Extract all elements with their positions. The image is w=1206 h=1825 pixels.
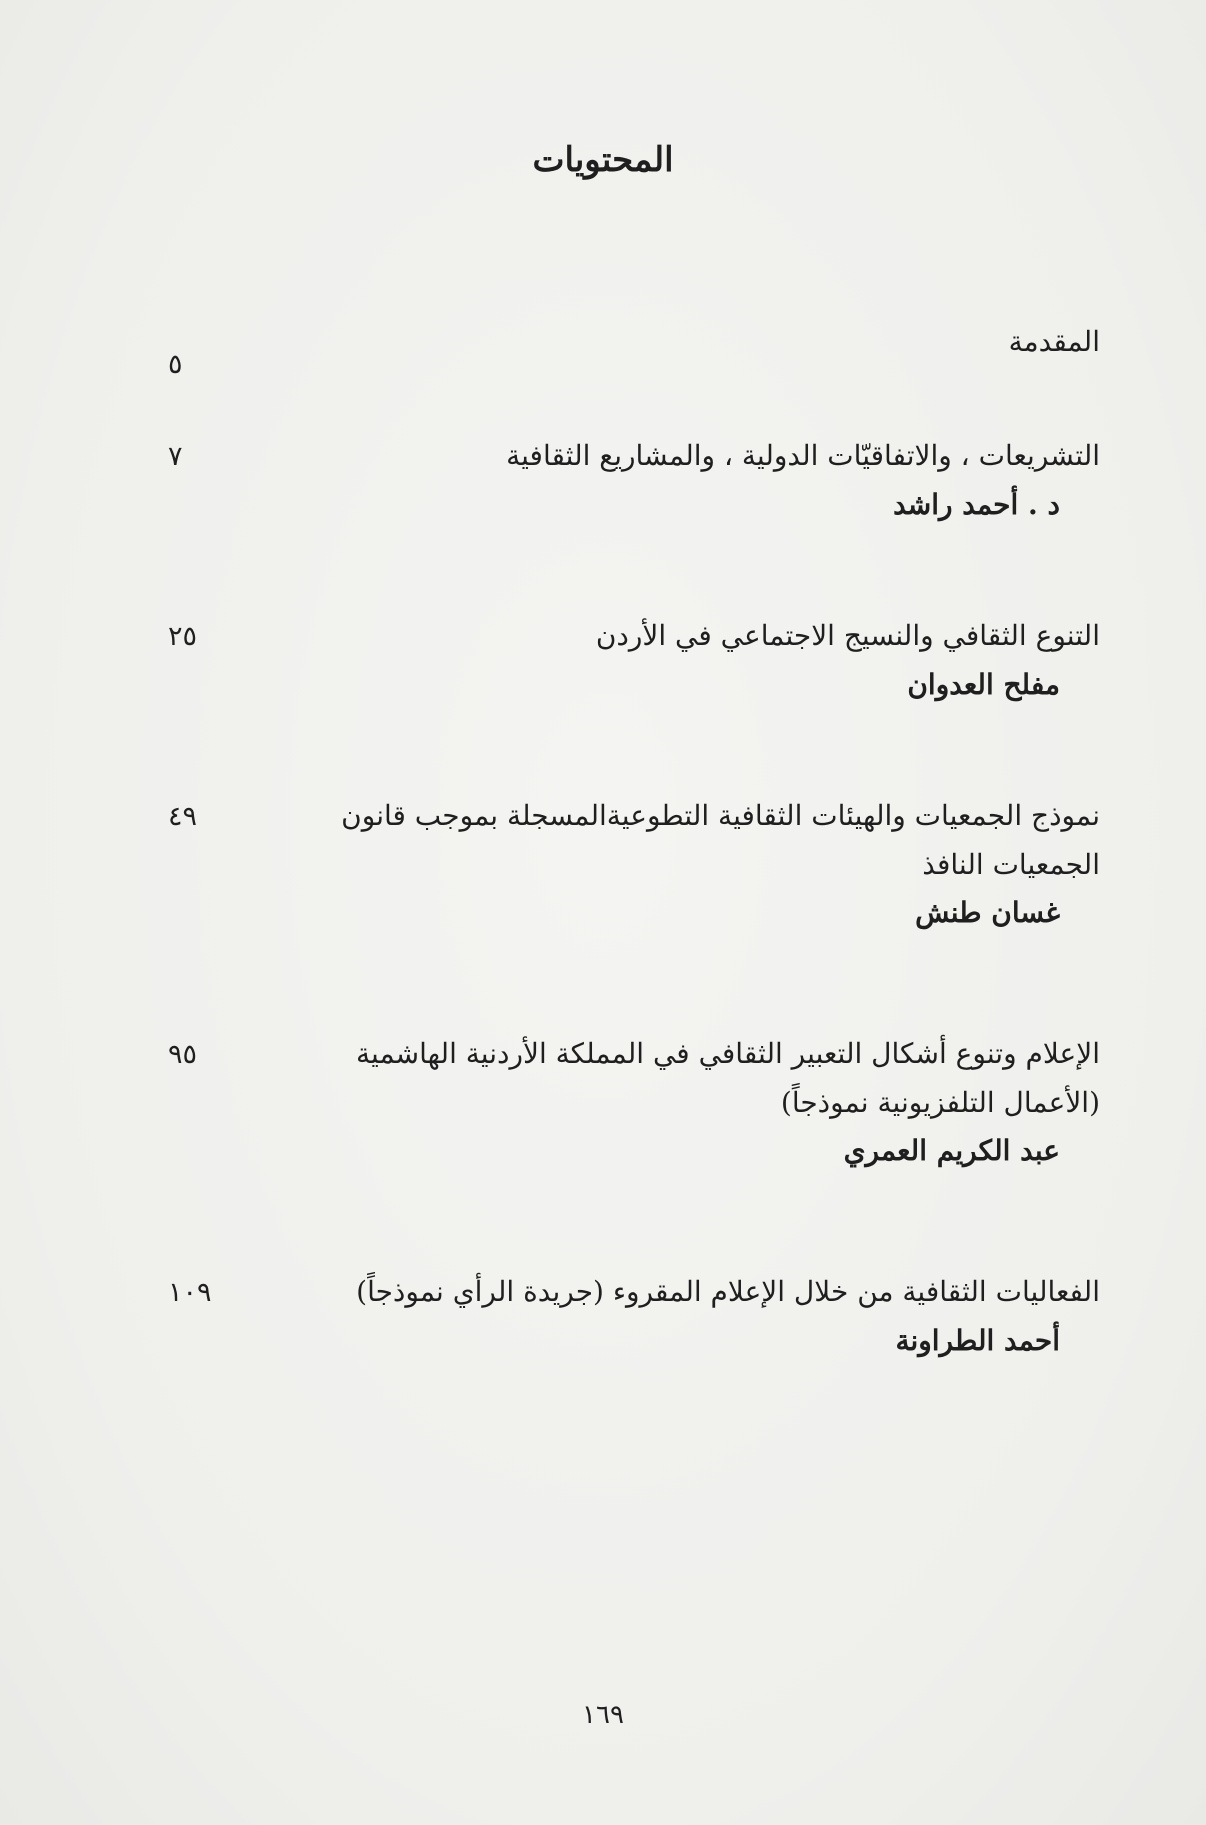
toc-entry-introduction	[140, 318, 1100, 380]
toc-entry-line	[140, 318, 1100, 380]
toc-entry-author: د . أحمد راشد	[893, 488, 1060, 521]
toc-entry-title: المقدمة	[1008, 325, 1100, 358]
page-title: المحتويات	[532, 140, 674, 180]
toc-entry-line	[140, 1268, 1100, 1317]
toc-entry-subtitle: الجمعيات النافذ	[922, 848, 1100, 881]
toc-entry-title: الفعاليات الثقافية من خلال الإعلام المقروء (جريدة الرأي نموذجاً)	[356, 1275, 1100, 1308]
toc-entry-page: ١٠٩	[168, 1277, 212, 1308]
toc-entry-author: أحمد الطراونة	[895, 1324, 1060, 1357]
toc-entry-author: مفلح العدوان	[907, 668, 1060, 701]
page-number: ١٦٩	[582, 1700, 624, 1730]
toc-entry-page: ٥	[168, 349, 183, 380]
toc-entry-line	[140, 1030, 1100, 1079]
toc-entry-title: التشريعات ، والاتفاقيّات الدولية ، والمشاريع الثقافية	[506, 439, 1100, 472]
toc-entry-associations	[140, 792, 1100, 937]
toc-entry-cultural-diversity	[140, 612, 1100, 709]
toc-entry-title: التنوع الثقافي والنسيج الاجتماعي في الأردن	[595, 619, 1100, 652]
toc-entry-legislation	[140, 432, 1100, 529]
toc-entry-line	[140, 432, 1100, 481]
toc-entry-author: غسان طنش	[915, 896, 1060, 929]
toc-entry-author: عبد الكريم العمري	[843, 1134, 1060, 1167]
toc-entry-title: الإعلام وتنوع أشكال التعبير الثقافي في المملكة الأردنية الهاشمية	[355, 1037, 1100, 1070]
toc-entry-line	[140, 612, 1100, 661]
toc-entry-page: ٢٥	[168, 621, 198, 652]
toc-entry-title: نموذج الجمعيات والهيئات الثقافية التطوعيةالمسجلة بموجب قانون	[341, 799, 1100, 832]
toc-entry-media	[140, 1030, 1100, 1175]
toc-entry-activities	[140, 1268, 1100, 1365]
toc-entry-subtitle: (الأعمال التلفزيونية نموذجاً)	[780, 1086, 1100, 1119]
toc-entry-page: ٧	[168, 441, 183, 472]
toc-entry-page: ٩٥	[168, 1039, 198, 1070]
toc-entry-line	[140, 792, 1100, 841]
toc-entry-page: ٤٩	[168, 801, 198, 832]
